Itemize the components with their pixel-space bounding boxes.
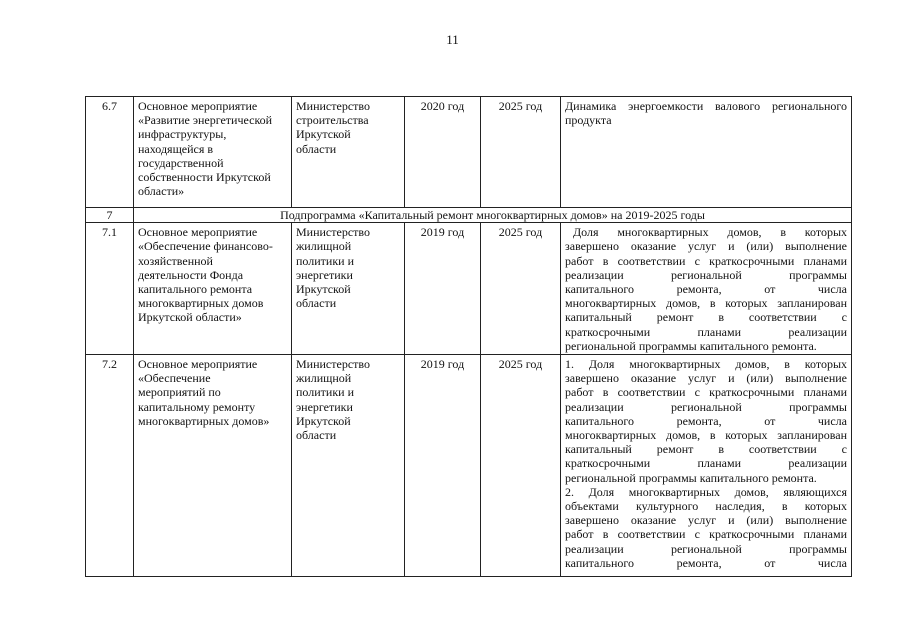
executor-line: политики и bbox=[296, 385, 355, 400]
event-name-cell bbox=[134, 97, 292, 208]
end-year: 2025 год bbox=[481, 223, 561, 355]
executor-line: энергетики bbox=[296, 399, 353, 414]
start-year: 2019 год bbox=[405, 223, 481, 355]
indicator-line: работ в соответствии с краткосрочными планами bbox=[565, 385, 847, 400]
indicator-line: завершено оказание услуг и (или) выполнение bbox=[565, 513, 847, 528]
event-name-cell bbox=[134, 355, 292, 577]
indicator-line: 2. Доля многоквартирных домов, являющихся bbox=[565, 484, 847, 499]
event-line: Основное мероприятие bbox=[138, 225, 258, 240]
indicator-line: региональной программы капитального ремонта. bbox=[565, 338, 817, 353]
row-number: 6.7 bbox=[86, 97, 134, 208]
event-name-cell bbox=[134, 223, 292, 355]
indicator-line: работ в соответствии с краткосрочными планами bbox=[565, 527, 847, 542]
executor-cell bbox=[292, 97, 405, 208]
event-line: капитальному ремонту bbox=[138, 399, 256, 414]
indicator-cell bbox=[561, 223, 852, 355]
event-line: «Развитие энергетической bbox=[138, 113, 273, 128]
indicator-line: реализации региональной программы bbox=[565, 541, 847, 556]
indicator-line: капитальный ремонт в соответствии с bbox=[565, 442, 847, 457]
executor-line: строительства bbox=[296, 113, 369, 128]
event-line: деятельности Фонда bbox=[138, 267, 244, 282]
event-line: многоквартирных домов bbox=[138, 296, 264, 311]
start-year: 2020 год bbox=[405, 97, 481, 208]
event-line: хозяйственной bbox=[138, 253, 213, 268]
start-year: 2019 год bbox=[405, 355, 481, 577]
row-number: 7.2 bbox=[86, 355, 134, 577]
indicator-cell bbox=[561, 355, 852, 577]
end-year: 2025 год bbox=[481, 97, 561, 208]
executor-line: Иркутской bbox=[296, 413, 351, 428]
indicator-line: краткосрочными планами реализации bbox=[565, 324, 847, 339]
executor-line: жилищной bbox=[296, 371, 352, 386]
event-line: «Обеспечение финансово- bbox=[138, 239, 273, 254]
event-line: «Обеспечение bbox=[138, 371, 211, 386]
event-line: Основное мероприятие bbox=[138, 99, 258, 113]
event-line: многоквартирных домов» bbox=[138, 413, 270, 428]
executor-line: области bbox=[296, 296, 337, 311]
event-line: собственности Иркутской bbox=[138, 170, 271, 185]
table-row-7 bbox=[86, 208, 852, 223]
indicator-line: многоквартирных домов, в которых запланирован bbox=[565, 428, 847, 443]
indicator-line: краткосрочными планами реализации bbox=[565, 456, 847, 471]
event-line: области» bbox=[138, 184, 185, 199]
event-line: инфраструктуры, bbox=[138, 127, 227, 142]
event-line: капитального ремонта bbox=[138, 282, 253, 297]
executor-line: области bbox=[296, 428, 337, 443]
indicator-line: Доля многоквартирных домов, в которых bbox=[573, 225, 847, 240]
indicator-cell: Динамика энергоемкости валового регионального продукта bbox=[561, 97, 852, 208]
event-line: находящейся в bbox=[138, 141, 214, 156]
table-row-7-1 bbox=[86, 223, 852, 355]
indicator-line: региональной программы капитального ремонта. bbox=[565, 470, 817, 485]
executor-line: Иркутской bbox=[296, 282, 351, 297]
indicator-line: капитального ремонта, от числа bbox=[565, 282, 847, 297]
table-row-7-2 bbox=[86, 355, 852, 577]
indicator-line: реализации региональной программы bbox=[565, 399, 847, 414]
indicator-line: объектами культурного наследия, в которых bbox=[565, 499, 847, 514]
indicator-line: работ в соответствии с краткосрочными планами bbox=[565, 253, 847, 268]
indicator-line: капитального ремонта, от числа bbox=[565, 413, 847, 428]
row-number: 7 bbox=[86, 208, 134, 223]
executor-line: политики и bbox=[296, 253, 355, 268]
executor-line: Министерство bbox=[296, 99, 370, 113]
executor-line: жилищной bbox=[296, 239, 352, 254]
end-year: 2025 год bbox=[481, 355, 561, 577]
executor-line: Министерство bbox=[296, 225, 370, 240]
event-line: мероприятий по bbox=[138, 385, 221, 400]
executor-cell bbox=[292, 355, 405, 577]
row-number: 7.1 bbox=[86, 223, 134, 355]
executor-line: Министерство bbox=[296, 357, 370, 372]
indicator-line: капитальный ремонт в соответствии с bbox=[565, 310, 847, 325]
table-row-6-7 bbox=[86, 97, 852, 208]
indicator-line: реализации региональной программы bbox=[565, 267, 847, 282]
indicator-line: завершено оказание услуг и (или) выполнение bbox=[565, 239, 847, 254]
indicator-line: многоквартирных домов, в которых запланирован bbox=[565, 296, 847, 311]
indicator-line: завершено оказание услуг и (или) выполнение bbox=[565, 371, 847, 386]
executor-cell bbox=[292, 223, 405, 355]
event-line: Иркутской области» bbox=[138, 310, 242, 325]
indicator-line: капитального ремонта, от числа bbox=[565, 555, 847, 570]
subprogram-title: Подпрограмма «Капитальный ремонт многоквартирных домов» на 2019-2025 годы bbox=[134, 208, 852, 223]
page-number: 11 bbox=[446, 32, 459, 47]
executor-line: области bbox=[296, 141, 337, 156]
indicator-line: 1. Доля многоквартирных домов, в которых bbox=[565, 357, 847, 372]
event-line: Основное мероприятие bbox=[138, 357, 258, 372]
event-line: государственной bbox=[138, 155, 224, 170]
program-table bbox=[85, 96, 852, 577]
executor-line: Иркутской bbox=[296, 127, 351, 142]
executor-line: энергетики bbox=[296, 267, 353, 282]
